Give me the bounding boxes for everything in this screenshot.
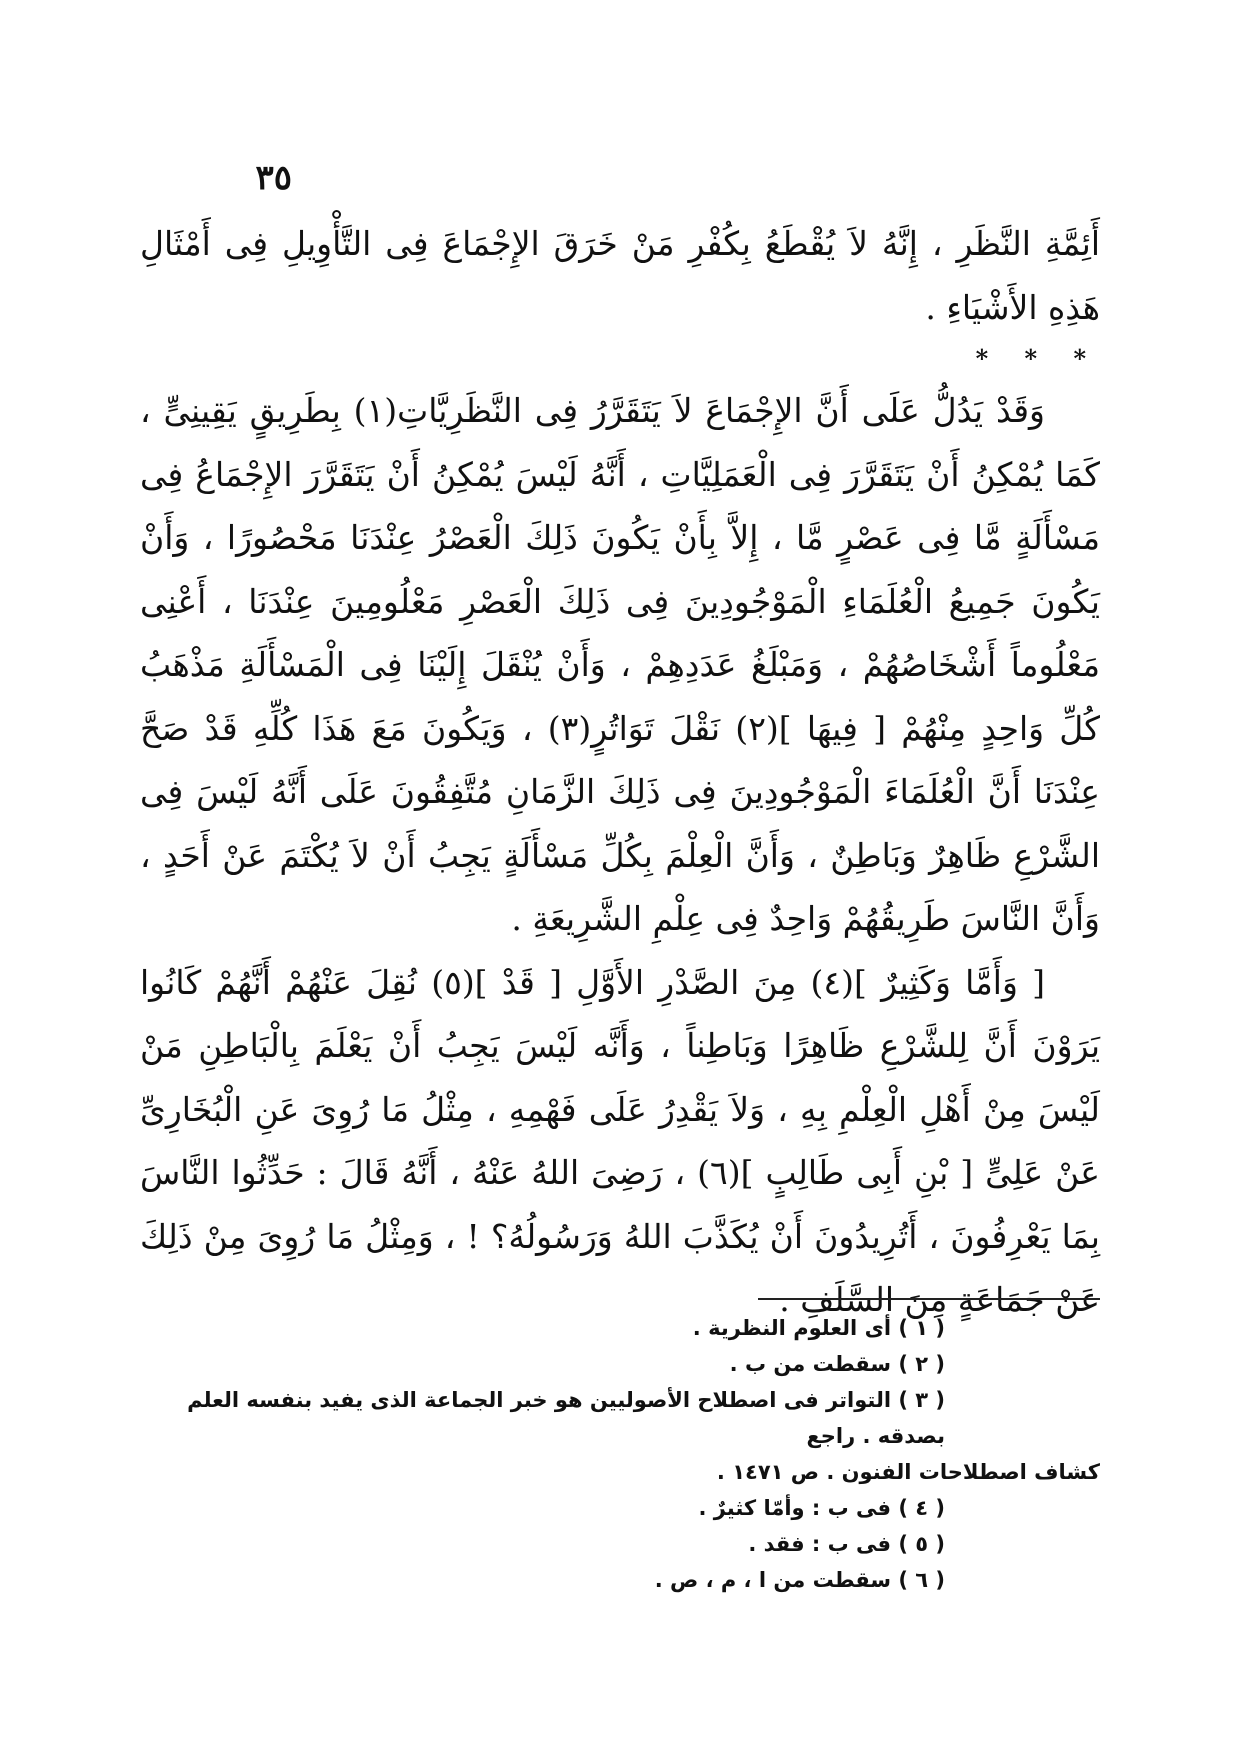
footnote-3-continuation: كشاف اصطلاحات الفنون . ص ١٤٧١ .: [716, 1460, 1100, 1484]
footnotes: [140, 1310, 1100, 1598]
paragraph-ijma: وَقَدْ يَدُلُّ عَلَى أَنَّ الإِجْمَاعَ لاَ يَتَقَرَّرُ فِى النَّظَرِيَّاتِ(١) بِطَرِيقٍ يَقِينِىٍّ ، كَمَا يُمْكِنُ أَنْ يَتَقَرَّرَ فِى الْعَمَلِيَّاتِ ، أَنَّهُ لَيْسَ يُمْكِنُ أَنْ يَتَقَرَّرَ الإِجْمَاعُ فِى مَسْأَلَةٍ مَّا فِى عَصْرٍ مَّا ، إِلاَّ بِأَنْ يَكُونَ ذَلِكَ الْعَصْرُ عِنْدَنَا مَحْصُورًا ، وَأَنْ يَكُونَ جَمِيعُ الْعُلَمَاءِ الْمَوْجُودِينَ فِى ذَلِكَ الْعَصْرِ مَعْلُومِينَ عِنْدَنَا ، أَعْنِى مَعْلُوماً أَشْخَاصُهُمْ ، وَمَبْلَغُ عَدَدِهِمْ ، وَأَنْ يُنْقَلَ إِلَيْنَا فِى الْمَسْأَلَةِ مَذْهَبُ كُلِّ وَاحِدٍ مِنْهُمْ [ فِيهَا ](٢) نَقْلَ تَوَاتُرٍ(٣) ، وَيَكُونَ مَعَ هَذَا كُلِّهِ قَدْ صَحَّ عِنْدَنَا أَنَّ الْعُلَمَاءَ الْمَوْجُودِينَ فِى ذَلِكَ الزَّمَانِ مُتَّفِقُونَ عَلَى أَنَّهُ لَيْسَ فِى الشَّرْعِ ظَاهِرٌ وَبَاطِنٌ ، وَأَنَّ الْعِلْمَ بِكُلِّ مَسْأَلَةٍ يَجِبُ أَنْ لاَ يُكْتَمَ عَنْ أَحَدٍ ، وَأَنَّ النَّاسَ طَرِيقُهُمْ وَاحِدٌ فِى عِلْمِ الشَّرِيعَةِ .: [140, 391, 1100, 938]
footnote-1: ( ١ ) أى العلوم النظرية .: [692, 1316, 945, 1340]
page-number: ٣٥: [255, 158, 292, 198]
footnote-3: ( ٣ ) التواتر فى اصطلاح الأصوليين هو خبر الجماعة الذى يفيد بنفسه العلم بصدقه . راجع: [187, 1388, 945, 1448]
footnote-divider: [758, 1298, 1100, 1300]
footnote-2: ( ٢ ) سقطت من ب .: [729, 1352, 945, 1376]
footnote-5: ( ٥ ) فى ب : فقد .: [748, 1532, 945, 1556]
paragraph-continuation: أَئِمَّةِ النَّظَرِ ، إِنَّهُ لاَ يُقْطَعُ بِكُفْرِ مَنْ خَرَقَ الإِجْمَاعَ فِى التَّأْوِيلِ فِى أَمْثَالِ هَذِهِ الأَشْيَاءِ .: [140, 224, 1100, 327]
main-text: [140, 212, 1100, 1332]
paragraph-salaf: [ وَأَمَّا وَكَثِيرٌ ](٤) مِنَ الصَّدْرِ الأَوَّلِ [ قَدْ ](٥) نُقِلَ عَنْهُمْ أَنَّهُمْ كَانُوا يَرَوْنَ أَنَّ لِلشَّرْعِ ظَاهِرًا وَبَاطِناً ، وَأَنَّه لَيْسَ يَجِبُ أَنْ يَعْلَمَ بِالْبَاطِنِ مَنْ لَيْسَ مِنْ أَهْلِ الْعِلْمِ بِهِ ، وَلاَ يَقْدِرُ عَلَى فَهْمِهِ ، مِثْلُ مَا رُوِىَ عَنِ الْبُخَارِىِّ عَنْ عَلِىٍّ [ بْنِ أَبِى طَالِبٍ ](٦) ، رَضِىَ اللهُ عَنْهُ ، أَنَّهُ قَالَ : حَدِّثُوا النَّاسَ بِمَا يَعْرِفُونَ ، أَتُرِيدُونَ أَنْ يُكَذَّبَ اللهُ وَرَسُولُهُ؟ ! ، وَمِثْلُ مَا رُوِىَ مِنْ ذَلِكَ عَنْ جَمَاعَةٍ مِنَ السَّلَفِ .: [140, 962, 1100, 1319]
section-separator: * * *: [975, 344, 1100, 373]
footnote-4: ( ٤ ) فى ب : وأمّا كثيرٌ .: [698, 1496, 945, 1520]
footnote-6: ( ٦ ) سقطت من ا ، م ، ص .: [654, 1568, 945, 1592]
